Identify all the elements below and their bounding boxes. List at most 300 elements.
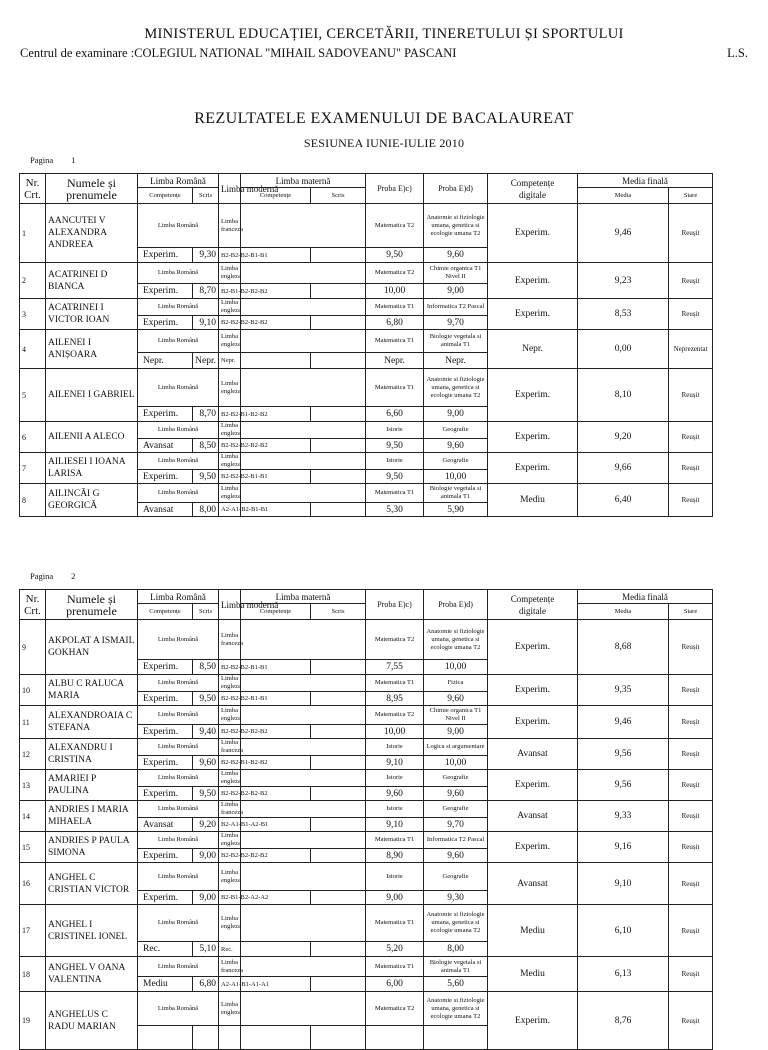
result-status: Reușit (669, 957, 713, 992)
proba-bd-grade: 9,60 (424, 849, 488, 863)
page-label-1 (30, 155, 75, 165)
proba-bc-grade: 8,95 (366, 692, 424, 706)
result-status: Reușit (669, 706, 713, 739)
romanian-written-grade: 8,70 (193, 284, 219, 299)
final-average: 9,23 (578, 263, 669, 299)
result-status: Reușit (669, 739, 713, 770)
digital-competence: Experim. (488, 204, 578, 263)
digital-competence: Experim. (488, 706, 578, 739)
romanian-subject: Limba Română (138, 801, 219, 818)
col-header-competente-digitale (488, 174, 578, 204)
proba-bd-grade (424, 1026, 488, 1050)
modern-language-subject: Limba engleza (219, 863, 241, 891)
student-name: ANDRIES I MARIA MIHAELA (46, 801, 138, 832)
proba-bc-subject: Istorie (366, 453, 424, 470)
table-row (20, 675, 757, 692)
modern-language-subject: Limba engleza (219, 299, 241, 316)
page-number: 1 (71, 155, 76, 165)
maternal-language-cell (241, 330, 366, 353)
proba-bc-grade: 9,50 (366, 470, 424, 484)
proba-bc-grade: 7,55 (366, 660, 424, 675)
digital-competence: Experim. (488, 263, 578, 299)
page-label-text: Pagina (30, 155, 54, 165)
row-number: 19 (20, 992, 46, 1050)
table-row (20, 832, 757, 849)
romanian-competence: Nepr. (138, 353, 193, 369)
romanian-written-grade: 9,60 (193, 756, 219, 770)
header-row (20, 590, 757, 604)
col-header-limba-materna: Limba maternă (241, 590, 366, 604)
student-name: ALBU C RALUCA MARIA (46, 675, 138, 706)
romanian-competence (138, 1026, 193, 1050)
student-name: AILENEI I GABRIEL (46, 369, 138, 422)
proba-bd-grade: 5,90 (424, 503, 488, 517)
row-number: 12 (20, 739, 46, 770)
proba-bd-subject: Geografie (424, 770, 488, 787)
final-average: 9,46 (578, 204, 669, 263)
result-status: Reușit (669, 369, 713, 422)
maternal-language-cell (241, 484, 366, 503)
col-header-nr (20, 590, 46, 620)
proba-bc-grade: 9,60 (366, 787, 424, 801)
proba-bc-grade: 10,00 (366, 725, 424, 739)
row-number: 5 (20, 369, 46, 422)
student-name: ACATRINEI I VICTOR IOAN (46, 299, 138, 330)
proba-bd-grade: 9,60 (424, 248, 488, 263)
proba-bd-grade: 10,00 (424, 756, 488, 770)
romanian-competence: Avansat (138, 503, 193, 517)
row-number: 4 (20, 330, 46, 369)
romanian-subject: Limba Română (138, 905, 219, 942)
proba-bd-subject: Informatica T2 Pascal (424, 299, 488, 316)
maternal-language-cell (241, 905, 366, 942)
table-row (20, 204, 757, 248)
col-header-cd-line2: digitale (519, 189, 547, 200)
student-name: ANGHELUS C RADU MARIAN (46, 992, 138, 1050)
result-status: Reușit (669, 770, 713, 801)
student-name: AILIESEI I IOANA LARISA (46, 453, 138, 484)
ls-mark: L.S. (727, 46, 748, 60)
modern-language-levels: B2-B2-B2-B2-B2 (219, 725, 241, 739)
romanian-written-grade: 8,00 (193, 503, 219, 517)
maternal-written (311, 692, 366, 706)
romanian-subject: Limba Română (138, 263, 219, 284)
proba-bd-grade: 9,70 (424, 316, 488, 330)
romanian-competence: Experim. (138, 756, 193, 770)
maternal-written (311, 849, 366, 863)
page-label-text: Pagina (30, 571, 54, 581)
col-header-media-finala: Media finală (578, 590, 713, 604)
student-name: AANCUTEI V ALEXANDRA ANDREEA (46, 204, 138, 263)
romanian-written-grade (193, 1026, 219, 1050)
col-header-media-finala: Media finală (578, 174, 713, 188)
romanian-written-grade: 9,20 (193, 818, 219, 832)
final-average: 6,10 (578, 905, 669, 957)
proba-bc-grade: 9,00 (366, 891, 424, 905)
row-number: 7 (20, 453, 46, 484)
col-header-proba-bd: Proba E)d) (424, 174, 488, 204)
col-header-limba-romana: Limba Română (138, 174, 219, 188)
row-number: 14 (20, 801, 46, 832)
table-row (20, 801, 757, 818)
modern-language-levels: Rec. (219, 942, 241, 957)
modern-language-subject: Limba franceza (219, 739, 241, 756)
romanian-written-grade: 9,40 (193, 725, 219, 739)
result-status: Reușit (669, 204, 713, 263)
col-header-name-line2: prenumele (66, 603, 117, 618)
student-name: ALEXANDROAIA C STEFANA (46, 706, 138, 739)
romanian-written-grade: 6,80 (193, 977, 219, 992)
results-table-page-1 (19, 173, 757, 517)
col-header-rom-scris: Scris (193, 188, 219, 204)
row-number: 15 (20, 832, 46, 863)
result-status: Reușit (669, 453, 713, 484)
proba-bc-subject: Matematica T1 (366, 905, 424, 942)
page-number: 2 (71, 571, 76, 581)
romanian-subject: Limba Română (138, 992, 219, 1026)
maternal-written (311, 439, 366, 453)
modern-language-levels: B2-B2-B2-B1-B1 (219, 692, 241, 706)
col-header-proba-bc: Proba E)c) (366, 590, 424, 620)
col-header-mat-competente: Competențe (241, 604, 311, 620)
final-average: 8,68 (578, 620, 669, 675)
modern-language-levels: B2-B1-B2-B2-B2 (219, 284, 241, 299)
document-title: REZULTATELE EXAMENULUI DE BACALAUREAT (194, 110, 574, 127)
maternal-written (311, 660, 366, 675)
col-header-name (46, 174, 138, 204)
modern-language-subject: Limba franceza (219, 204, 241, 248)
table-row (20, 263, 757, 284)
proba-bc-grade: Nepr. (366, 353, 424, 369)
modern-language-subject: Limba franceza (219, 620, 241, 660)
maternal-written (311, 284, 366, 299)
romanian-written-grade: 8,70 (193, 407, 219, 422)
modern-language-subject: Limba engleza (219, 770, 241, 787)
romanian-competence: Experim. (138, 248, 193, 263)
maternal-language-cell (241, 422, 366, 439)
modern-language-levels: B2-B2-B2-B2-B2 (219, 787, 241, 801)
proba-bd-subject: Fizica (424, 675, 488, 692)
proba-bc-subject: Matematica T2 (366, 620, 424, 660)
proba-bc-subject: Istorie (366, 801, 424, 818)
proba-bc-subject: Matematica T1 (366, 832, 424, 849)
result-status: Reușit (669, 263, 713, 299)
modern-language-levels: A2-A1-B2-B1-B1 (219, 503, 241, 517)
proba-bd-subject: Geografie (424, 863, 488, 891)
proba-bc-grade: 8,90 (366, 849, 424, 863)
modern-language-levels: A2-A1-B1-A1-A1 (219, 977, 241, 992)
proba-bd-grade: 10,00 (424, 660, 488, 675)
final-average: 9,46 (578, 706, 669, 739)
modern-language-subject: Limba engleza (219, 832, 241, 849)
result-status: Reușit (669, 905, 713, 957)
proba-bd-subject: Anatomie si fiziologie umana, genetica si ecologie umana T2 (424, 992, 488, 1026)
romanian-competence: Experim. (138, 316, 193, 330)
student-name: ANGHEL C CRISTIAN VICTOR (46, 863, 138, 905)
col-header-limba-moderna: Limba modernă (219, 590, 241, 620)
header-row (20, 174, 757, 188)
romanian-written-grade: 8,50 (193, 439, 219, 453)
final-average: 9,66 (578, 453, 669, 484)
col-header-mat-scris: Scris (311, 188, 366, 204)
col-header-competente-digitale (488, 590, 578, 620)
maternal-written (311, 470, 366, 484)
final-average: 9,10 (578, 863, 669, 905)
proba-bc-subject: Matematica T1 (366, 299, 424, 316)
modern-language-levels: B2-B1-B2-A2-A2 (219, 891, 241, 905)
proba-bd-grade: 9,60 (424, 692, 488, 706)
col-header-rom-scris: Scris (193, 604, 219, 620)
table-row (20, 957, 757, 977)
proba-bc-grade: 9,10 (366, 756, 424, 770)
proba-bd-subject: Informatica T2 Pascal (424, 832, 488, 849)
row-number: 10 (20, 675, 46, 706)
modern-language-levels: B2-B2-B2-B2-B2 (219, 849, 241, 863)
student-name: ANDRIES P PAULA SIMONA (46, 832, 138, 863)
maternal-competence (241, 942, 311, 957)
proba-bc-subject: Istorie (366, 422, 424, 439)
maternal-written (311, 248, 366, 263)
results-table-page-2 (19, 589, 757, 1050)
proba-bc-grade (366, 1026, 424, 1050)
digital-competence: Experim. (488, 369, 578, 422)
maternal-written (311, 725, 366, 739)
modern-language-levels: B2-A1-B1-A2-B1 (219, 818, 241, 832)
maternal-language-cell (241, 770, 366, 787)
col-header-nr-line1: Nr. (25, 592, 40, 605)
proba-bd-subject: Anatomie si fiziologie umana, genetica si ecologie umana T2 (424, 905, 488, 942)
romanian-written-grade: 9,50 (193, 692, 219, 706)
modern-language-subject: Limba engleza (219, 675, 241, 692)
proba-bd-grade: 9,00 (424, 725, 488, 739)
result-status: Reușit (669, 675, 713, 706)
digital-competence: Experim. (488, 675, 578, 706)
maternal-competence (241, 1026, 311, 1050)
romanian-competence: Rec. (138, 942, 193, 957)
session-subtitle: SESIUNEA IUNIE-IULIE 2010 (303, 136, 465, 150)
col-header-rom-competente: Competențe (138, 188, 193, 204)
romanian-subject: Limba Română (138, 330, 219, 353)
romanian-subject: Limba Română (138, 832, 219, 849)
romanian-subject: Limba Română (138, 863, 219, 891)
proba-bc-subject: Matematica T2 (366, 706, 424, 725)
proba-bd-subject: Logica si argumentare (424, 739, 488, 756)
romanian-subject: Limba Română (138, 706, 219, 725)
col-header-name (46, 590, 138, 620)
final-average: 6,13 (578, 957, 669, 992)
digital-competence: Experim. (488, 832, 578, 863)
row-number: 2 (20, 263, 46, 299)
proba-bd-grade: Nepr. (424, 353, 488, 369)
result-status: Reușit (669, 620, 713, 675)
student-name: ACATRINEI D BIANCA (46, 263, 138, 299)
final-average: 9,16 (578, 832, 669, 863)
student-name: AILENII A ALECO (46, 422, 138, 453)
proba-bd-grade: 9,70 (424, 818, 488, 832)
romanian-competence: Experim. (138, 692, 193, 706)
proba-bd-subject: Chimie organica T1 Nivel II (424, 706, 488, 725)
maternal-written (311, 353, 366, 369)
digital-competence: Avansat (488, 863, 578, 905)
modern-language-levels: B2-B2-B1-B2-B2 (219, 407, 241, 422)
digital-competence: Mediu (488, 905, 578, 957)
romanian-subject: Limba Română (138, 453, 219, 470)
col-header-cd-line1: Competențe (510, 177, 555, 188)
proba-bd-grade: 9,00 (424, 284, 488, 299)
maternal-written (311, 942, 366, 957)
student-name: AILINCĂI G GEORGICĂ (46, 484, 138, 517)
final-average: 9,33 (578, 801, 669, 832)
romanian-competence: Experim. (138, 407, 193, 422)
maternal-language-cell (241, 204, 366, 248)
row-number: 8 (20, 484, 46, 517)
final-average: 9,56 (578, 770, 669, 801)
table-row (20, 620, 757, 660)
romanian-competence: Avansat (138, 818, 193, 832)
col-header-media: Media (578, 604, 669, 620)
modern-language-levels: B2-B2-B2-B1-B1 (219, 660, 241, 675)
digital-competence: Nepr. (488, 330, 578, 369)
row-number: 17 (20, 905, 46, 957)
proba-bc-subject: Matematica T1 (366, 369, 424, 407)
maternal-language-cell (241, 299, 366, 316)
modern-language-levels: B2-B2-B1-B2-B2 (219, 756, 241, 770)
maternal-competence (241, 353, 311, 369)
col-header-mat-competente: Competențe (241, 188, 311, 204)
modern-language-subject: Limba engleza (219, 484, 241, 503)
romanian-subject: Limba Română (138, 770, 219, 787)
maternal-language-cell (241, 801, 366, 818)
romanian-subject: Limba Română (138, 369, 219, 407)
maternal-written (311, 503, 366, 517)
digital-competence: Experim. (488, 422, 578, 453)
col-header-media: Media (578, 188, 669, 204)
proba-bd-grade: 8,00 (424, 942, 488, 957)
exam-center: Centrul de examinare :COLEGIUL NATIONAL "MIHAIL SADOVEANU" PASCANI (20, 46, 457, 60)
proba-bc-subject: Matematica T2 (366, 204, 424, 248)
modern-language-levels: B2-B2-B2-B1-B1 (219, 470, 241, 484)
proba-bc-grade: 5,30 (366, 503, 424, 517)
digital-competence: Avansat (488, 739, 578, 770)
romanian-written-grade: 9,30 (193, 248, 219, 263)
digital-competence: Experim. (488, 453, 578, 484)
proba-bc-grade: 10,00 (366, 284, 424, 299)
digital-competence: Mediu (488, 484, 578, 517)
romanian-subject: Limba Română (138, 299, 219, 316)
proba-bd-subject: Biologie vegetala si animala T1 (424, 957, 488, 977)
romanian-competence: Experim. (138, 470, 193, 484)
table-row (20, 422, 757, 439)
romanian-subject: Limba Română (138, 739, 219, 756)
digital-competence: Experim. (488, 299, 578, 330)
col-header-proba-bd: Proba E)d) (424, 590, 488, 620)
romanian-subject: Limba Română (138, 484, 219, 503)
proba-bc-subject: Matematica T2 (366, 992, 424, 1026)
proba-bc-subject: Matematica T1 (366, 484, 424, 503)
modern-language-subject: Limba franceza (219, 957, 241, 977)
maternal-written (311, 818, 366, 832)
modern-language-subject: Limba engleza (219, 706, 241, 725)
table-row (20, 330, 757, 353)
digital-competence: Experim. (488, 770, 578, 801)
proba-bc-subject: Istorie (366, 770, 424, 787)
maternal-language-cell (241, 832, 366, 849)
proba-bd-subject: Chimie organica T1 Nivel II (424, 263, 488, 284)
romanian-competence: Experim. (138, 284, 193, 299)
romanian-written-grade: 5,10 (193, 942, 219, 957)
digital-competence: Avansat (488, 801, 578, 832)
final-average: 9,20 (578, 422, 669, 453)
row-number: 1 (20, 204, 46, 263)
result-status: Reușit (669, 422, 713, 453)
modern-language-levels: Nepr. (219, 353, 241, 369)
maternal-language-cell (241, 957, 366, 977)
digital-competence: Experim. (488, 992, 578, 1050)
student-name: ALEXANDRU I CRISTINA (46, 739, 138, 770)
result-status: Reușit (669, 801, 713, 832)
final-average: 9,56 (578, 739, 669, 770)
romanian-subject: Limba Română (138, 204, 219, 248)
final-average: 9,35 (578, 675, 669, 706)
col-header-limba-romana: Limba Română (138, 590, 219, 604)
romanian-competence: Mediu (138, 977, 193, 992)
romanian-written-grade: 9,00 (193, 891, 219, 905)
proba-bc-grade: 6,80 (366, 316, 424, 330)
col-header-nr-line1: Nr. (25, 176, 40, 189)
romanian-competence: Experim. (138, 891, 193, 905)
romanian-written-grade: Nepr. (193, 353, 219, 369)
col-header-stare: Stare (669, 604, 713, 620)
modern-language-subject: Limba franceza (219, 801, 241, 818)
maternal-language-cell (241, 863, 366, 891)
maternal-language-cell (241, 263, 366, 284)
student-name: ANGHEL I CRISTINEL IONEL (46, 905, 138, 957)
proba-bc-subject: Matematica T1 (366, 330, 424, 353)
maternal-language-cell (241, 675, 366, 692)
proba-bd-grade: 9,30 (424, 891, 488, 905)
modern-language-subject: Limba engleza (219, 905, 241, 942)
result-status: Neprezentat (669, 330, 713, 369)
result-status: Reușit (669, 863, 713, 905)
romanian-competence: Experim. (138, 787, 193, 801)
row-number: 13 (20, 770, 46, 801)
romanian-written-grade: 9,10 (193, 316, 219, 330)
modern-language-levels (219, 1026, 241, 1050)
table-row (20, 369, 757, 407)
romanian-competence: Experim. (138, 660, 193, 675)
table-row (20, 863, 757, 891)
maternal-language-cell (241, 706, 366, 725)
proba-bc-grade: 9,50 (366, 439, 424, 453)
maternal-written (311, 787, 366, 801)
proba-bc-subject: Istorie (366, 739, 424, 756)
student-name: AILENEI I ANIȘOARA (46, 330, 138, 369)
modern-language-subject: Limba engleza (219, 453, 241, 470)
proba-bd-grade: 9,60 (424, 439, 488, 453)
result-status: Reușit (669, 832, 713, 863)
proba-bd-subject: Geografie (424, 801, 488, 818)
proba-bc-subject: Istorie (366, 863, 424, 891)
student-name: AMARIEI P PAULINA (46, 770, 138, 801)
row-number: 16 (20, 863, 46, 905)
maternal-written (311, 891, 366, 905)
col-header-nr-line2: Crt. (24, 604, 41, 617)
row-number: 9 (20, 620, 46, 675)
col-header-nr (20, 174, 46, 204)
table-row (20, 905, 757, 942)
table-row (20, 739, 757, 756)
col-header-name-line1: Numele și (67, 591, 116, 606)
